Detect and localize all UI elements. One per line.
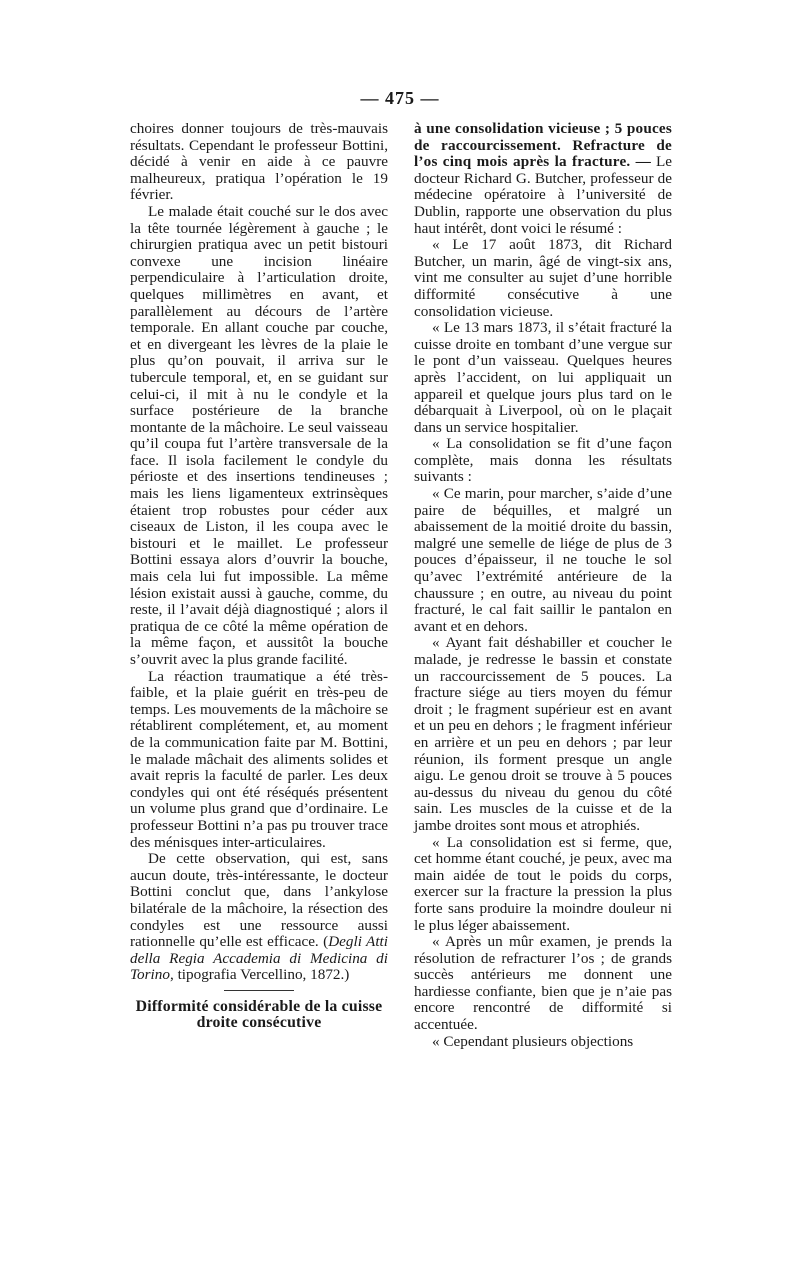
left-column [130,121,388,1032]
section-divider [224,990,294,991]
section-heading: Difformité considérable de la cuisse droite consécutive [135,997,383,1032]
paragraph-text: Le docteur Richard G. Butcher, professeur de médecine opératoire à l’université de Dublin, rapporte une observation du plus haut intérêt, dont voici le résumé : [414,153,672,237]
page-number: — 475 — [360,88,440,108]
heading-paragraph [414,121,672,237]
paragraph: « La consolidation se fit d’une façon complète, mais donna les résultats suivants : [414,435,672,486]
paragraph: « La consolidation est si ferme, que, cet homme étant couché, je peux, avec ma main aidée de tout le poids du corps, exercer sur la fracture la pression la plus forte sans produire la moindre douleur ni le plus léger abaissement. [414,833,672,934]
paragraph: « Cependant plusieurs objections [432,1032,634,1050]
paragraph: « Le 13 mars 1873, il s’était fracturé la cuisse droite en tombant d’une vergue sur le pont d’un vaisseau. Quelques heures après l’accident, on lui appliquait un appareil et quelque jours plus tard on le débarquait à Liverpool, où on le plaçait dans un service hospitalier. [414,319,672,436]
paragraph: Le malade était couché sur le dos avec la tête tournée légèrement à gauche ; le chirurgien pratiqua avec un petit bistouri convexe une incision linéaire perpendiculaire à l’articulation droite, quelques millimètres en avant, et parallèlement au décours de l’artère temporale. En allant couche par couche, et en divergeant les lèvres de la plaie le plus qu’on pouvait, il arriva sur le tubercule temporal, et, en se guidant sur celui-ci, il mit à nu le condyle et la surface postérieure de la branche montante de la mâchoire. Le seul vaisseau qu’il coupa fut l’artère transversale de la face. Il isola facilement le condyle du périoste et des insertions tendineuses ; mais les liens ligamenteux extrinsèques étaient trop robustes pour céder aux ciseaux de Liston, il les coupa avec le bistouri et le maillet. Le professeur Bottini essaya alors d’ouvrir la bouche, mais cela lui fut impossible. La même lésion existait aussi à gauche, comme, du reste, il l’avait déjà diagnostiqué ; alors il pratiqua de ce côté la même opération de la même façon, et aussitôt la bouche s’ouvrit avec la plus grande facilité. [130,202,388,668]
paragraph: « Le 17 août 1873, dit Richard Butcher, un marin, âgé de vingt-six ans, vint me consulter au sujet d’une horrible difformité consécutive à une consolidation vicieuse. [414,236,672,320]
citation-title: Degli Atti della Regia Accademia di Medicina di Torino [130,933,388,984]
paragraph: « Après un mûr examen, je prends la résolution de refracturer l’os ; de grands succès antérieurs me donnent une hardiesse confiante, bien que je n’aie pas encore rencontré de difformité si accentuée. [414,933,672,1034]
citation-tail: , tipografia Vercellino, 1872.) [169,966,350,984]
paragraph: « Ce marin, pour marcher, s’aide d’une paire de béquilles, et malgré un abaissement de la moitié droite du bassin, malgré une semelle de liége de plus de 3 pouces d’épaisseur, il ne touche le sol qu’avec l’extrémité antérieure de la chaussure ; en outre, au niveau du point fracturé, le cal fait saillir le pantalon en avant et en dehors. [414,485,672,635]
paragraph: « Ayant fait déshabiller et coucher le malade, je redresse le bassin et constate un raccourcissement de 5 pouces. La fracture siége au tiers moyen du fémur droit ; le fragment supérieur est en avant et un peu en dehors ; le fragment inférieur en arrière et un peu en dehors ; par leur réunion, ils forment presque un angle aigu. Le genou droit se trouve à 5 pouces au-dessus du niveau du genou du côté sain. Les muscles de la cuisse et de la jambe droites sont mous et atrophiés. [414,634,672,834]
paragraph-text: De cette observation, qui est, sans aucun doute, très-intéressante, le docteur Bottini conclut que, dans l’ankylose bilatérale de la mâchoire, la résection des condyles est une ressource aussi rationnelle qu’elle est efficace. ( [130,850,388,951]
section-heading-continued: à une consolidation vicieuse ; 5 pouces de raccourcissement. Refracture de l’os cinq mois après la fracture. — [414,120,672,171]
right-column [414,121,672,1050]
paragraph: choires donner toujours de très-mauvais résultats. Cependant le professeur Bottini, décidé à venir en aide à ce pauvre malheureux, pratiqua l’opération le 19 février. [130,120,388,204]
paragraph-with-citation [130,851,388,984]
paragraph: La réaction traumatique a été très-faible, et la plaie guérit en très-peu de temps. Les mouvements de la mâchoire se rétablirent complétement, et, au moment de la communication faite par M. Bottini, le malade mâchait des aliments solides et avait repris la faculté de parler. Les deux condyles qui ont été réséqués présentent un volume plus grand que d’ordinaire. Le professeur Bottini n’a pas pu trouver trace des ménisques inter-articulaires. [130,667,388,851]
